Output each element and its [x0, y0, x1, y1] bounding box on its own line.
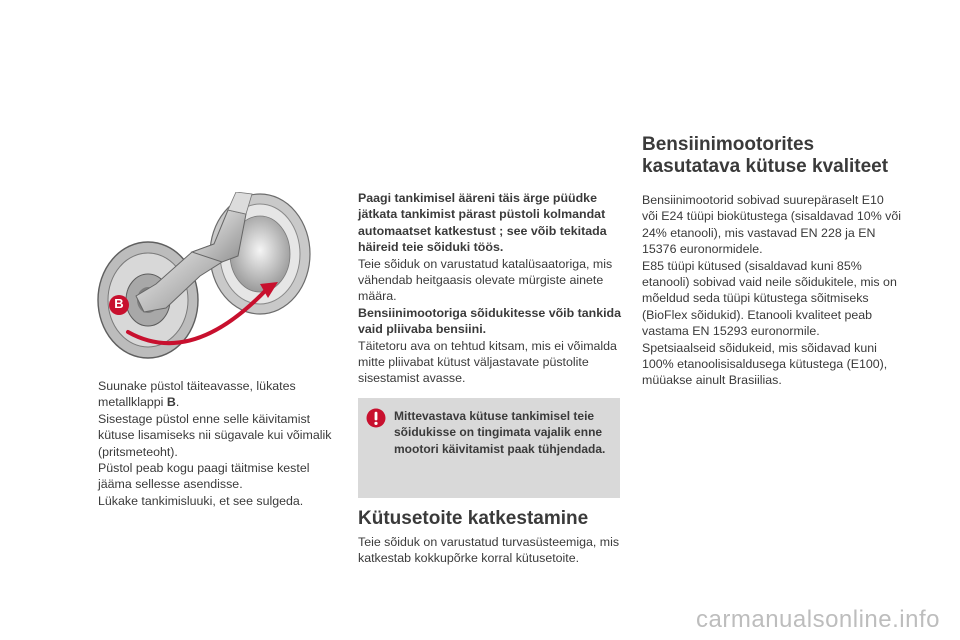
fuel-quality-text: Bensiinimootorid sobivad suurepäraselt E10 või E24 tüüpi biokütustega (sisaldavad 10% või 24% etanooli), mis vastavad EN 228 ja EN 15376 euronormidele. E85 tüüpi kütused (sisaldavad kuni 85% etanooli) sobivad vaid neile sõidukitele, mis on mõeldud seda tüüpi kütustega sõitmiseks (BioFlex sõidukid). Etanooli kvaliteet peab vastama EN 15293 euronormile. Spetsiaalseid sõidukeid, mis sõidavad kuni 100% etanoolisisaldusega kütustega (E100), müüakse ainult Brasiilias.: [642, 193, 901, 388]
unleaded-note: Bensiinimootoriga sõidukitesse võib tankida vaid pliivaba bensiini.: [358, 305, 622, 337]
fuel-filler-illustration: [96, 192, 318, 362]
step-text: Püstol peab kogu paagi täitmise kestel jääma sellesse asendisse.: [98, 461, 310, 492]
step-item: [78, 411, 340, 460]
step-item: [78, 460, 340, 493]
callout-b-label: B: [114, 296, 124, 311]
nozzle-note: Täitetoru ava on tehtud kitsam, mis ei võimalda mitte pliivabat kütust väljastavate püstolite sisestamist avasse.: [358, 338, 617, 386]
step-suffix: .: [175, 395, 180, 410]
step-text: Sisestage püstol enne selle käivitamist kütuse lisamiseks nii sügavale kui võimalik (pritsmeteoht).: [98, 411, 332, 459]
fuel-warning-box: [358, 398, 620, 498]
cutoff-text: Teie sõiduk on varustatud turvasüsteemiga, mis katkestab kokkupõrke korral kütusetoite.: [358, 535, 620, 566]
watermark: carmanualsonline.info: [696, 606, 940, 633]
refuel-steps: [78, 378, 340, 509]
overfill-warning: Paagi tankimisel ääreni täis ärge püüdke jätkata tankimist pärast püstoli kolmandat automaatset katkestust ; see võib tekitada häireid teie sõiduki töös.: [358, 191, 607, 255]
step-item: [78, 378, 340, 411]
warning-text: Mittevastava kütuse tankimisel teie sõidukisse on tingimata vajalik enne mootori käivitamist paak tühjendada.: [394, 409, 606, 456]
catalyst-note: Teie sõiduk on varustatud katalüsaatoriga, mis vähendab heitgaasis olevate mürgiste ainete määra.: [358, 256, 613, 304]
fuel-quality-heading-line2: kasutatava kütuse kvaliteet: [642, 156, 889, 177]
cutoff-heading: Kütusetoite katkestamine: [358, 508, 589, 529]
step-bold: B: [166, 395, 176, 410]
step-text: Suunake püstol täiteavasse, lükates metallklappi: [98, 379, 296, 410]
step-item: [78, 493, 340, 509]
step-text: Lükake tankimisluuki, et see sulgeda.: [98, 493, 304, 508]
steps-list: [78, 378, 340, 509]
warning-icon: [366, 408, 386, 428]
fuel-quality-heading-line1: Bensiinimootorites: [642, 134, 815, 155]
fuel-quality-heading: [642, 134, 942, 178]
refuel-notes: [358, 190, 624, 387]
